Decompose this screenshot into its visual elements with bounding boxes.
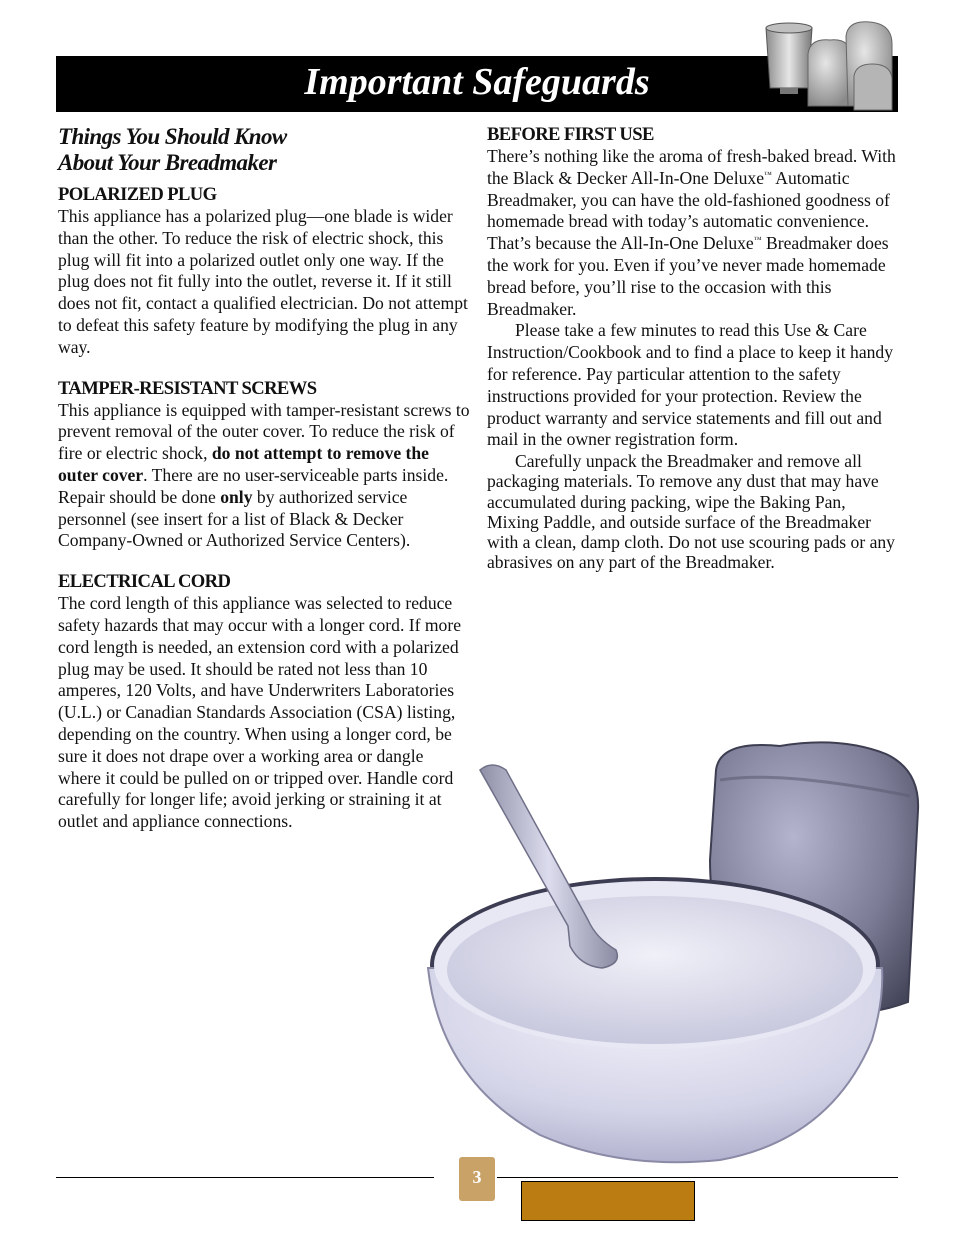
polarized-plug-heading: POLARIZED PLUG bbox=[58, 184, 217, 205]
tamper-resistant-text bbox=[58, 400, 470, 553]
page-number: 3 bbox=[459, 1157, 495, 1201]
right-column bbox=[487, 124, 899, 572]
tamper-warning-bold: do not attempt to remove the outer cover bbox=[58, 443, 429, 485]
tamper-text-part: by authorized service personnel (see insert for a list of Black & Decker Company-Owned or Authorized Service Centers). bbox=[58, 486, 411, 551]
unpack-paragraph: Carefully unpack the Breadmaker and remove all packaging materials. To remove any dust that may have accumulated during packing, wipe the Baking Pan, Mixing Paddle, and outside surface of the Breadmaker with a clean, damp cloth. Do not use scouring pads or any abrasives on any part of the Breadmaker. bbox=[487, 451, 895, 573]
read-instructions-paragraph: Please take a few minutes to read this Use & Care Instruction/Cookbook and to find a place to keep it handy for reference. Pay particular attention to the safety instructions provided for your protection. Review the product warranty and service statements and fill out and mail in the owner registration form. bbox=[487, 320, 894, 450]
section-subhead bbox=[58, 124, 470, 176]
intro-paragraph bbox=[487, 146, 899, 320]
intro-text-part: Breadmaker does the work for you. Even if you’ve never made homemade bread before, you’ll rise to the occasion with this Breadmaker. bbox=[487, 233, 889, 319]
flour-bowl-bread-illustration bbox=[420, 740, 930, 1180]
electrical-cord-heading: ELECTRICAL CORD bbox=[58, 571, 231, 593]
left-column bbox=[58, 124, 470, 833]
tamper-only-bold: only bbox=[220, 486, 253, 507]
page-title: Important Safeguards bbox=[304, 61, 650, 103]
footer-rule-right bbox=[497, 1177, 898, 1178]
section-color-tab bbox=[521, 1181, 695, 1221]
subhead-line-2: About Your Breadmaker bbox=[58, 150, 277, 175]
tamper-text-part: This appliance is equipped with tamper-resistant screws to prevent removal of the outer cover. To reduce the risk of fire or electric shock, bbox=[58, 399, 470, 464]
tamper-text-part: . There are no user-serviceable parts inside. Repair should be done bbox=[58, 464, 449, 507]
polarized-plug-text: This appliance has a polarized plug—one blade is wider than the other. To reduce the risk of electric shock, this plug will fit into a polarized outlet only one way. If the plug does not fit fully into the outlet, reverse it. If it still does not fit, contact a qualified electrician. Do not attempt to defeat this safety feature by modifying the plug in any way. bbox=[58, 206, 468, 357]
electrical-cord-text: The cord length of this appliance was selected to reduce safety hazards that may occur with a longer cord. If more cord length is needed, an extension cord with a polarized plug may be used. It should be rated not less than 10 amperes, 120 Volts, and have Underwriters Laboratories (U.L.) or Canadian Standards Association (CSA) listing, depending on the country. When using a longer cord, be sure it does not drape over a working area or dangle where it could be pulled on or tripped over. Handle cord carefully for longer life; avoid jerking or straining it at outlet and appliance connections. bbox=[58, 593, 462, 832]
trademark-symbol: ™ bbox=[764, 169, 772, 179]
trademark-symbol: ™ bbox=[753, 235, 762, 245]
intro-text-part: Automatic Breadmaker, you can have the old-fashioned goodness of homemade bread with today’s automatic convenience. That’s because the All-In-One Deluxe bbox=[487, 167, 890, 254]
intro-text-part: There’s nothing like the aroma of fresh-baked bread. With the Black & Decker All-In-One Deluxe bbox=[487, 146, 896, 188]
footer-rule-left bbox=[56, 1177, 434, 1178]
tamper-resistant-heading: TAMPER-RESISTANT SCREWS bbox=[58, 377, 317, 399]
before-first-use-heading: BEFORE FIRST USE bbox=[487, 124, 654, 145]
baking-pan-illustration bbox=[760, 14, 898, 112]
subhead-line-1: Things You Should Know bbox=[58, 124, 287, 149]
